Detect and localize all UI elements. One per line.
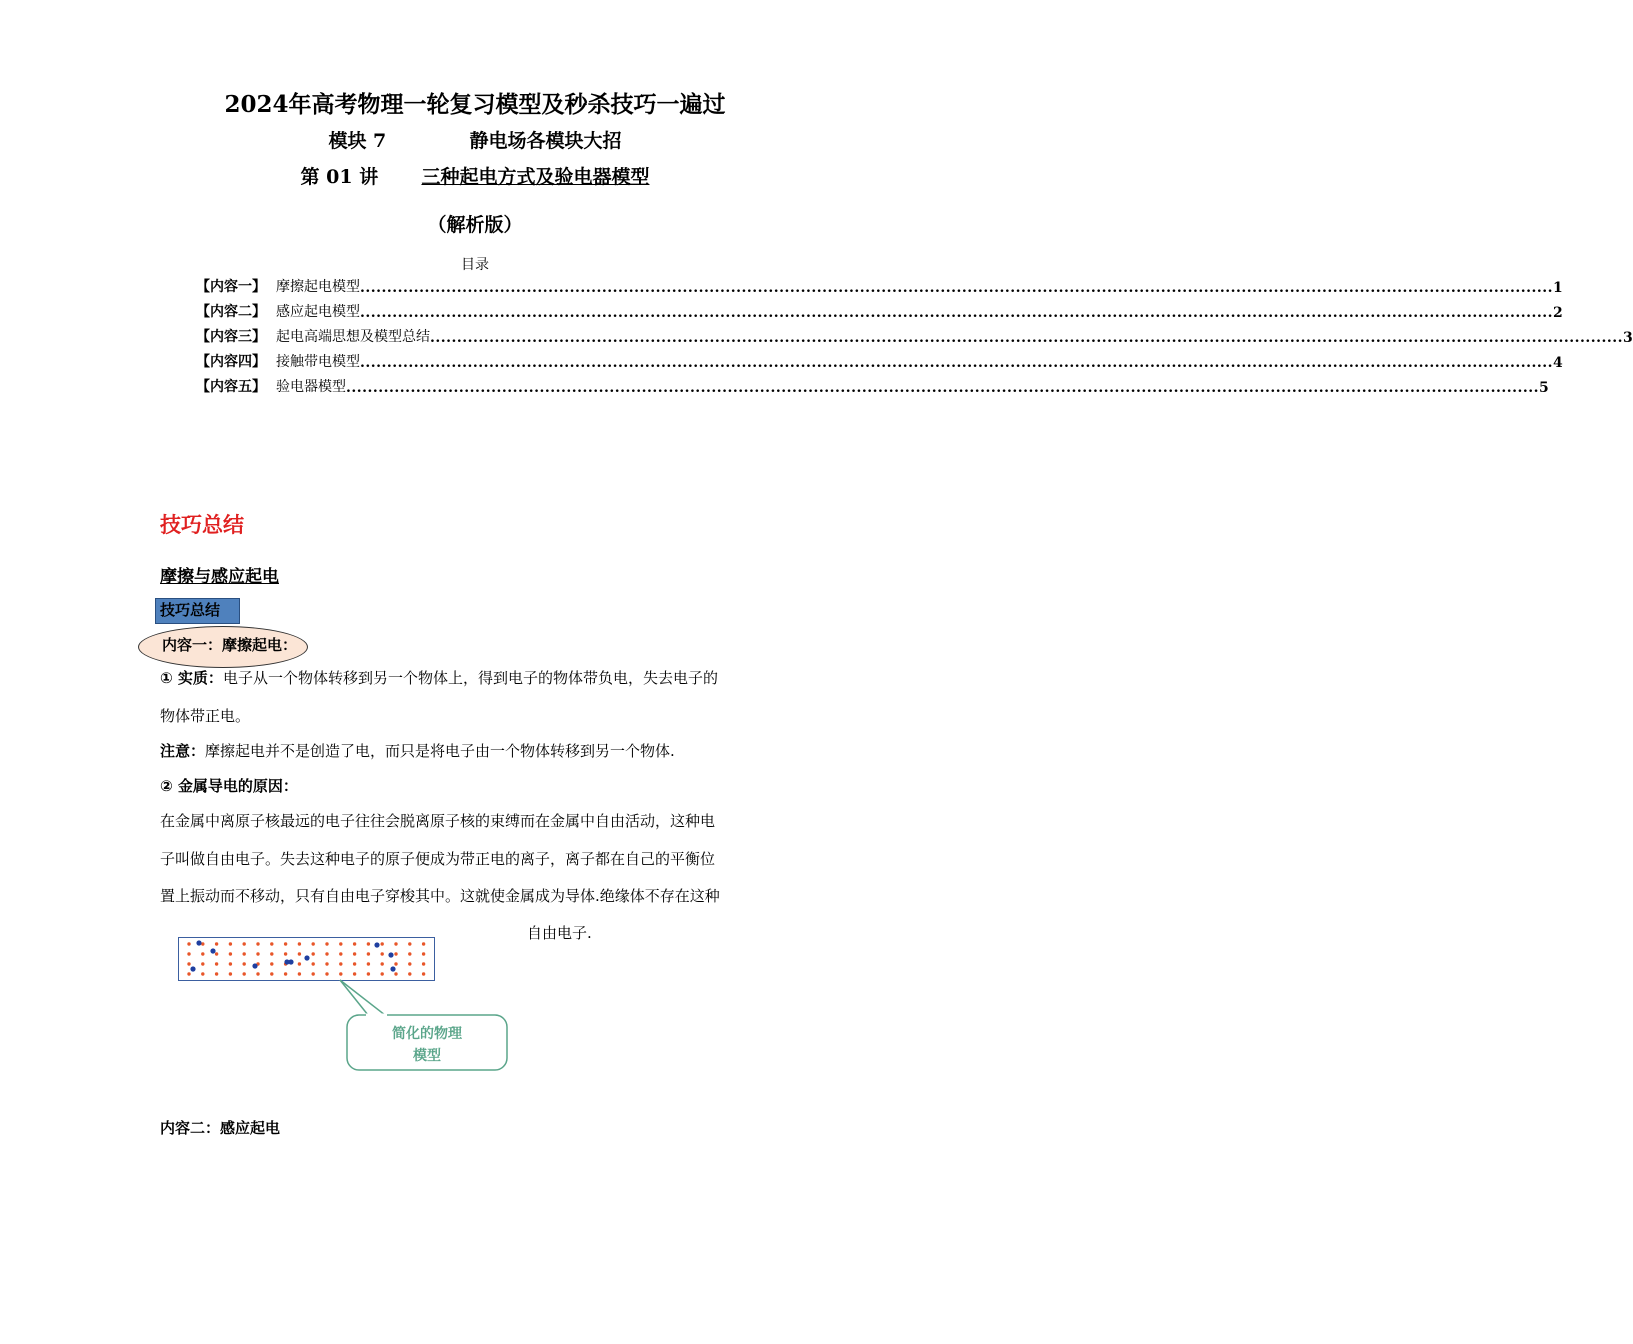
ion-dot [270, 962, 273, 965]
ion-dot [422, 962, 425, 965]
toc-item-5[interactable] [196, 376, 1549, 396]
ion-dot [339, 942, 342, 945]
toc-item-1[interactable] [196, 276, 1563, 296]
free-electron-dot [374, 942, 379, 947]
toc-item-text: 接触带电模型 [276, 354, 360, 370]
toc-leader: .............................................................................................................................................................................................................................. [360, 355, 1554, 371]
ion-dot [408, 952, 411, 955]
toc-item-label: 【内容三】 [196, 329, 266, 345]
section-heading: 技巧总结 [160, 513, 244, 537]
conduction-line-2: 子叫做自由电子。失去这种电子的原子便成为带正电的离子，离子都在自己的平衡位 [160, 850, 716, 868]
ion-dot [381, 962, 384, 965]
ion-dot [298, 972, 301, 975]
callout-pointer [340, 980, 385, 1015]
ion-dot [187, 962, 190, 965]
ion-dot [229, 972, 232, 975]
ion-dot [381, 952, 384, 955]
toc-item-page: 3 [1623, 330, 1633, 346]
ion-dot [394, 942, 397, 945]
essence-line-2: 物体带正电。 [160, 707, 251, 725]
free-electron-dot [196, 940, 201, 945]
ion-dot [312, 942, 315, 945]
toc-item-text: 起电高端思想及模型总结 [276, 329, 430, 345]
ion-dot [312, 952, 315, 955]
module-name: 静电场各模块大招 [469, 130, 622, 152]
conduction-line-4: 自由电子. [527, 924, 592, 942]
content-two-text: 内容二：感应起电 [160, 1119, 281, 1137]
ion-dot [201, 962, 204, 965]
ion-dot [394, 962, 397, 965]
note-label: 注意： [160, 742, 206, 760]
toc-item-text: 感应起电模型 [276, 304, 360, 320]
ion-dot [284, 972, 287, 975]
lecture-number: 第 01 讲 [300, 166, 379, 188]
ion-dot [229, 942, 232, 945]
ion-dot [229, 952, 232, 955]
toc-item-2[interactable] [196, 301, 1563, 321]
toc-item-label: 【内容一】 [196, 279, 266, 295]
ion-dot [215, 952, 218, 955]
essence-text: 电子从一个物体转移到另一个物体上，得到电子的物体带负电，失去电子的 [222, 669, 718, 687]
toc-item-page: 4 [1553, 355, 1563, 371]
ion-dot [270, 942, 273, 945]
ion-dot [367, 942, 370, 945]
toc-leader: .............................................................................................................................................................................................................................. [360, 305, 1554, 321]
ion-dot [325, 952, 328, 955]
ion-dot [270, 972, 273, 975]
ion-dot [215, 942, 218, 945]
ion-dot [394, 952, 397, 955]
ion-dot [408, 962, 411, 965]
callout-text-2: 模型 [413, 1048, 441, 1064]
ion-dot [243, 972, 246, 975]
ion-dot [325, 962, 328, 965]
free-electron-dot [252, 963, 257, 968]
ion-dot [367, 952, 370, 955]
ion-dot [229, 962, 232, 965]
content-two-label [160, 1117, 280, 1138]
ion-dot [284, 942, 287, 945]
ion-dot [187, 942, 190, 945]
toc-item-page: 5 [1539, 380, 1549, 396]
ion-dot [367, 962, 370, 965]
ion-dot [201, 942, 204, 945]
toc-item-text: 摩擦起电模型 [276, 279, 360, 295]
ion-dot [408, 942, 411, 945]
ion-dot [201, 952, 204, 955]
ion-dot [243, 942, 246, 945]
free-electron-dot [288, 959, 293, 964]
ion-dot [339, 962, 342, 965]
ion-dot [298, 962, 301, 965]
ion-dot [353, 942, 356, 945]
toc-item-4[interactable] [196, 351, 1563, 371]
lecture-heading [0, 162, 950, 189]
ion-dot [325, 972, 328, 975]
ion-dot [187, 952, 190, 955]
module-number: 模块 7 [328, 130, 387, 152]
free-electron-dot [304, 955, 309, 960]
toc-item-label: 【内容二】 [196, 304, 266, 320]
essence-line [160, 667, 800, 688]
ion-dot [256, 942, 259, 945]
ion-dot [422, 952, 425, 955]
document-title: 2024年高考物理一轮复习模型及秒杀技巧一遍过 [224, 91, 726, 118]
ion-dot [422, 942, 425, 945]
ion-dot [381, 942, 384, 945]
note-text: 摩擦起电并不是创造了电，而只是将电子由一个物体转移到另一个物体. [205, 742, 675, 760]
ion-dot [339, 952, 342, 955]
toc-item-page: 1 [1553, 280, 1563, 296]
toc-leader: .............................................................................................................................................................................................................................. [430, 330, 1624, 346]
ion-dot [256, 952, 259, 955]
conduction-line-3: 置上振动而不移动，只有自由电子穿梭其中。这就使金属成为导体.绝缘体不存在这种 [160, 887, 720, 905]
module-heading [0, 126, 950, 153]
model-callout [330, 970, 515, 1075]
ion-dot [325, 942, 328, 945]
edition-label: （解析版） [427, 214, 523, 236]
free-electron-dot [388, 952, 393, 957]
ion-dot [353, 952, 356, 955]
toc-item-label: 【内容四】 [196, 354, 266, 370]
ion-dot [215, 972, 218, 975]
section-subheading: 摩擦与感应起电 [160, 567, 279, 587]
ion-dot [215, 962, 218, 965]
ion-dot [270, 952, 273, 955]
toc-heading: 目录 [461, 257, 489, 273]
tips-box-label: 技巧总结 [155, 598, 240, 624]
ion-dot [243, 962, 246, 965]
ion-dot [312, 972, 315, 975]
ion-dot [298, 942, 301, 945]
ion-dot [298, 952, 301, 955]
callout-pointer [340, 980, 368, 1015]
toc-item-label: 【内容五】 [196, 379, 266, 395]
essence-label: ① 实质： [160, 669, 223, 687]
content-one-label: 内容一：摩擦起电： [162, 636, 298, 654]
toc-leader: .............................................................................................................................................................................................................................. [360, 280, 1554, 296]
lecture-name: 三种起电方式及验电器模型 [421, 166, 650, 188]
free-electron-dot [210, 948, 215, 953]
ion-dot [243, 952, 246, 955]
ion-dot [284, 952, 287, 955]
ion-dot [312, 962, 315, 965]
callout-text-1: 简化的物理 [392, 1026, 462, 1042]
ion-dot [201, 972, 204, 975]
toc-leader: .............................................................................................................................................................................................................................. [346, 380, 1540, 396]
ion-dot [256, 972, 259, 975]
toc-item-text: 验电器模型 [276, 379, 346, 395]
conduction-label: ② 金属导电的原因： [160, 777, 298, 795]
ion-dot [187, 972, 190, 975]
toc-item-3[interactable] [196, 326, 1633, 346]
note-line [160, 740, 800, 761]
free-electron-dot [190, 966, 195, 971]
conduction-line-1: 在金属中离原子核最远的电子往往会脱离原子核的束缚而在金属中自由活动，这种电 [160, 812, 716, 830]
toc-item-page: 2 [1553, 305, 1563, 321]
ion-dot [353, 962, 356, 965]
